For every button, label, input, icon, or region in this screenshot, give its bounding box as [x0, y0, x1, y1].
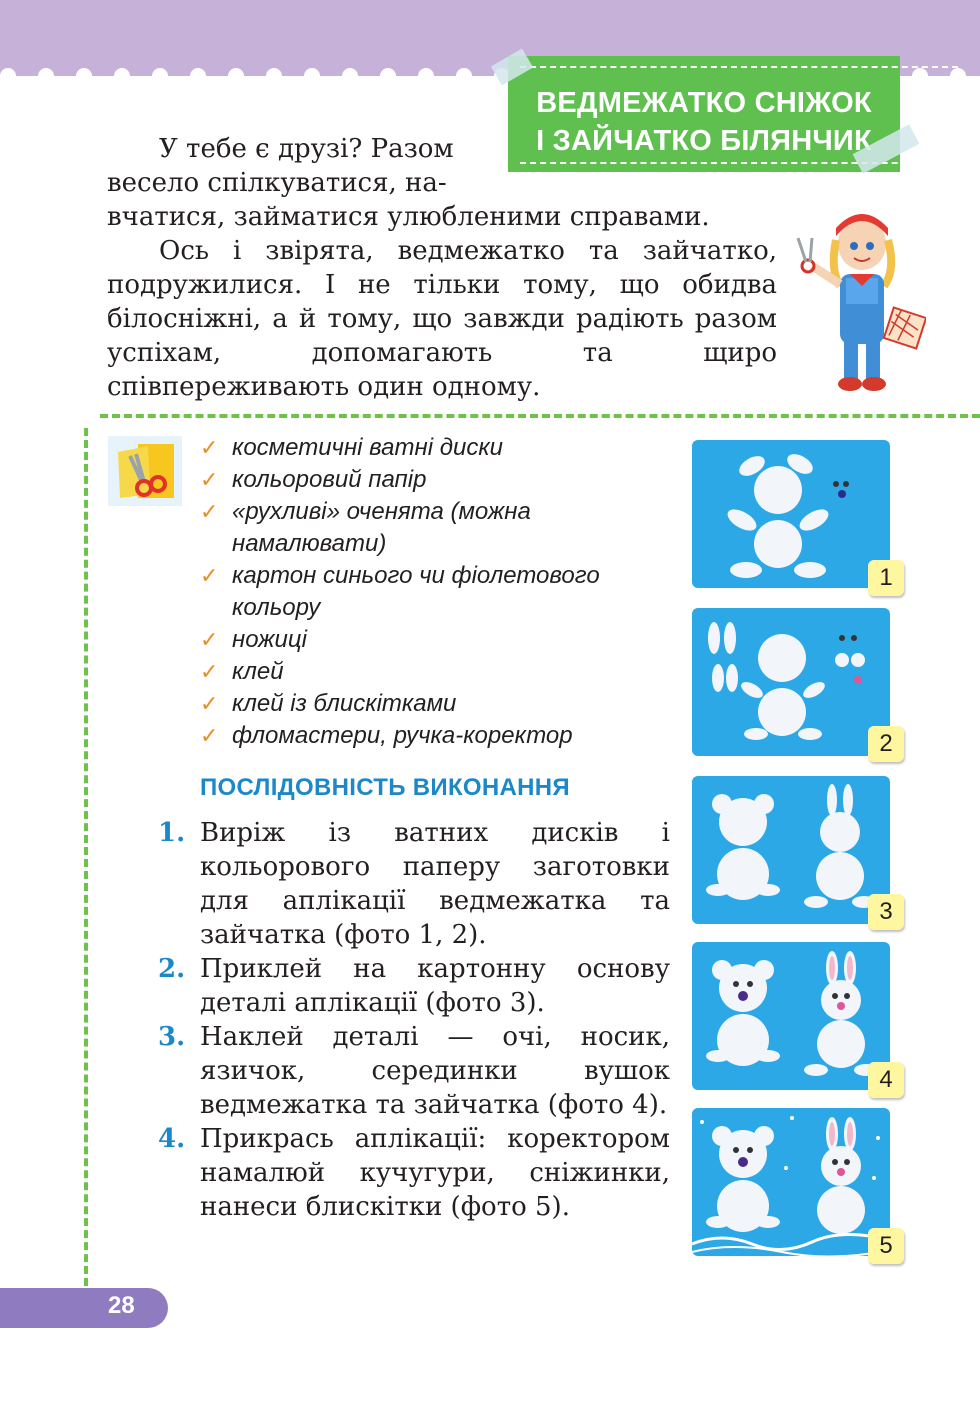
list-item: ✓ «рухливі» оченята (можна намалювати): [200, 498, 531, 557]
photo-number-badge: 2: [868, 726, 904, 762]
title-dash-top: [520, 66, 958, 68]
step-item: 4. Прикрась аплікації: коректором намалюй кучугури, сніжинки, нанеси блискітки (фото 5).: [158, 1124, 670, 1222]
photo-3: [692, 776, 890, 924]
page-number: 28: [108, 1292, 135, 1319]
step-item: 1. Виріж із ватних дисків і кольорового паперу заготовки для аплікації ведмежатка та зайчатка (фото 1, 2).: [158, 818, 670, 950]
list-item: ✓ ножиці: [200, 624, 680, 656]
title-line-2: І ЗАЙЧАТКО БІЛЯНЧИК: [536, 125, 872, 157]
check-icon: ✓: [200, 435, 219, 460]
sequence-title: ПОСЛІДОВНІСТЬ ВИКОНАННЯ: [200, 774, 570, 801]
list-item: ✓ клей із блискітками: [200, 688, 680, 720]
intro-paragraph-2: Ось і звірята, ведмежатко та зайчатко, подружилися. І не тільки тому, що обидва білосніжні, а й тому, що завжди радіють разом успіхам, допомагають та щиро співпереживають один одному.: [107, 236, 777, 402]
list-item: ✓ косметичні ватні диски: [200, 432, 680, 464]
photo-number-badge: 5: [868, 1228, 904, 1264]
steps-list: [158, 816, 670, 1224]
list-item: ✓ клей: [200, 656, 680, 688]
step-item: 2. Приклей на картонну основу деталі аплікації (фото 3).: [158, 954, 670, 1018]
materials-list: [200, 432, 680, 752]
list-item: ✓ фломастери, ручка-коректор: [200, 720, 680, 752]
section-divider-vertical: [84, 428, 88, 1298]
photo-number-badge: 3: [868, 894, 904, 930]
girl-with-scissors-illustration: [796, 200, 926, 400]
photo-5: [692, 1108, 890, 1256]
list-item: ✓ картон синього чи фіолетового кольору: [200, 562, 600, 621]
page-title: [508, 84, 900, 160]
section-divider: [100, 414, 980, 418]
photo-1: [692, 440, 890, 588]
check-icon: ✓: [200, 467, 219, 492]
check-icon: ✓: [200, 723, 219, 748]
check-icon: ✓: [200, 627, 219, 652]
photo-2: [692, 608, 890, 756]
step-item: 3. Наклей деталі — очі, носик, язичок, серединки вушок ведмежатка та зайчатка (фото 4).: [158, 1022, 670, 1120]
list-item: ✓ кольоровий папір: [200, 464, 680, 496]
intro-line-3: вчатися, займатися улюбленими справами.: [107, 202, 710, 232]
title-dash-bottom: [520, 162, 958, 164]
intro-line-1: У тебе є друзі? Разом: [159, 134, 454, 164]
photo-4: [692, 942, 890, 1090]
title-line-1: ВЕДМЕЖАТКО СНІЖОК: [536, 87, 872, 119]
page-number-tab: [0, 1288, 168, 1328]
check-icon: ✓: [200, 499, 219, 524]
photo-number-badge: 4: [868, 1062, 904, 1098]
check-icon: ✓: [200, 691, 219, 716]
title-box: [508, 56, 900, 172]
intro-line-2: весело спілкуватися, на-: [107, 168, 447, 198]
photo-number-badge: 1: [868, 560, 904, 596]
check-icon: ✓: [200, 659, 219, 684]
scissors-tools-icon: [108, 436, 182, 506]
check-icon: ✓: [200, 563, 219, 588]
